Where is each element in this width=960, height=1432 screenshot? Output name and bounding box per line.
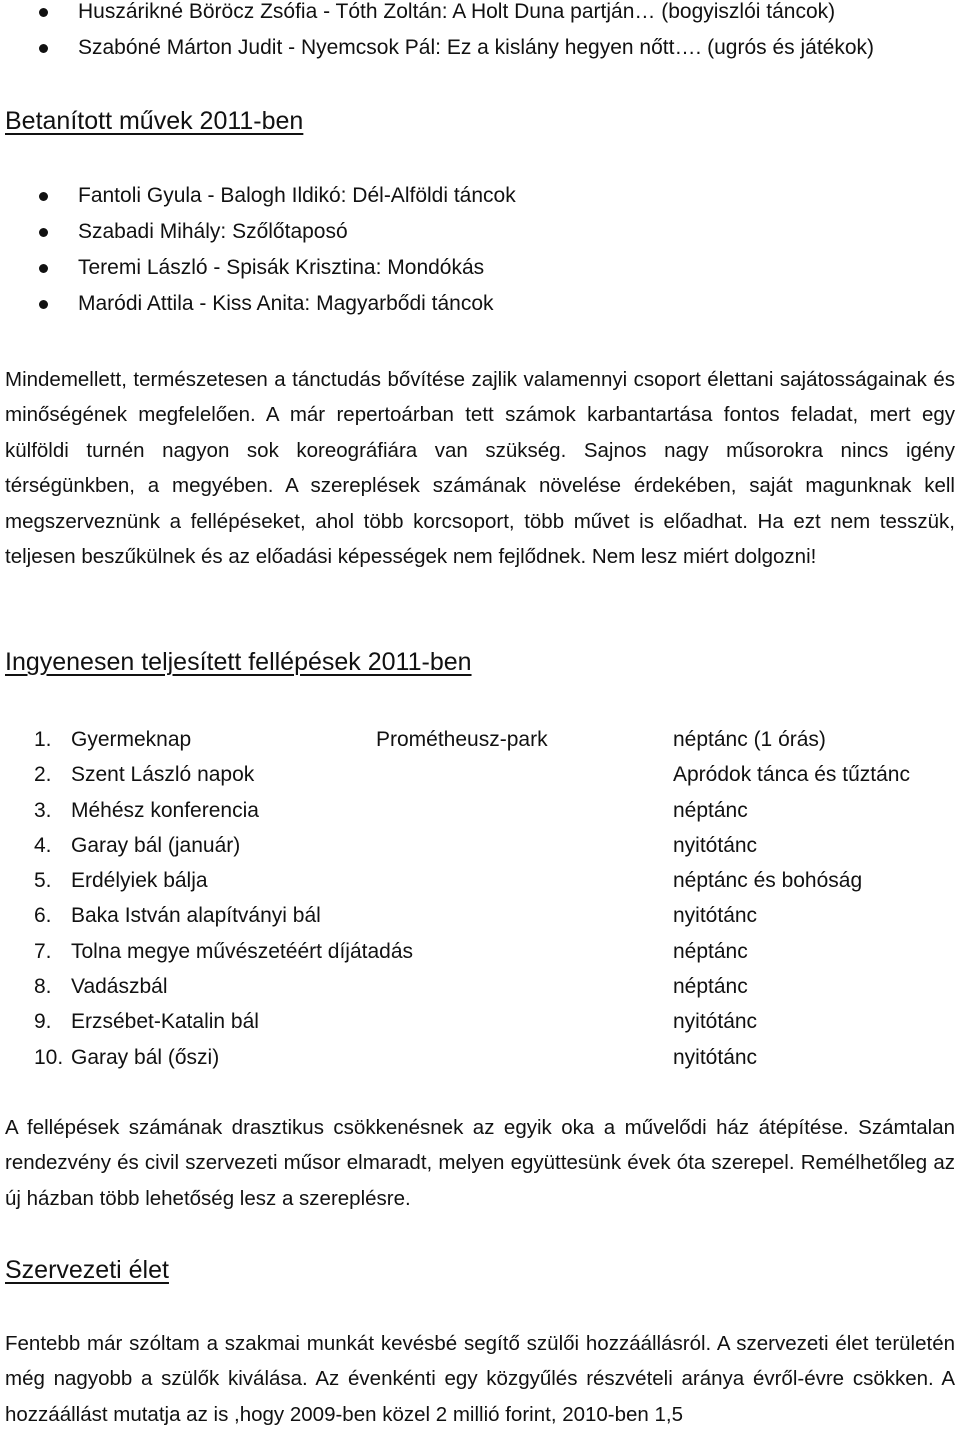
row-number: 8. [34,975,52,999]
paragraph-performance-decline: A fellépések számának drasztikus csökkenésnek az egyik oka a művelődi ház átépítése. Számtalan rendezvény és civil szervezeti műsor elmaradt, melyen együttesünk évek óta szerepel. Remélhetőleg az új házban több lehetőség lesz a szereplésre. [5,1116,955,1210]
table-row [34,722,958,757]
event-name: Tolna megye művészetéért díjátadás [71,939,414,963]
top-bullet-list [0,0,960,69]
row-number: 3. [34,798,52,822]
event-name: Baka István alapítványi bál [71,904,321,928]
event-name: Méhész konferencia [71,798,259,822]
row-number: 10. [34,1045,64,1069]
list-item: Teremi László - Spisák Krisztina: Mondókás [0,253,960,289]
event-name: Garay bál (őszi) [71,1045,220,1069]
list-item: Szabóné Márton Judit - Nyemcsok Pál: Ez a kislány hegyen nőtt…. (ugrós és játékok) [0,33,960,69]
event-type: néptánc [673,975,748,999]
event-name: Szent László napok [71,763,255,787]
row-number: 5. [34,869,52,893]
event-type: néptánc [673,939,748,963]
table-row [34,757,958,792]
list-item: Maródi Attila - Kiss Anita: Magyarbődi táncok [0,289,960,325]
list-item: Fantoli Gyula - Balogh Ildikó: Dél-Alföldi táncok [0,181,960,217]
row-number: 9. [34,1010,52,1034]
table-row [34,898,958,933]
event-type: nyitótánc [673,833,758,857]
event-name: Erzsébet-Katalin bál [71,1010,259,1034]
list-item: Huszárikné Böröcz Zsófia - Tóth Zoltán: A Holt Duna partján… (bogyiszlói táncok) [0,0,960,33]
table-row [34,934,958,969]
event-name: Gyermeknap [71,728,192,751]
event-name: Vadászbál [71,975,168,999]
table-row [34,969,958,1004]
event-type: nyitótánc [673,1045,758,1069]
table-row [34,863,958,898]
list-item: Szabadi Mihály: Szőlőtaposó [0,217,960,253]
event-type: néptánc és bohóság [673,869,863,893]
row-number: 1. [34,728,52,751]
event-place: Prométheusz-park [376,728,548,751]
event-name: Erdélyiek bálja [71,869,208,893]
event-type: néptánc [673,798,748,822]
event-type: néptánc (1 órás) [673,728,826,751]
event-name: Garay bál (január) [71,833,241,857]
event-type: nyitótánc [673,904,758,928]
performance-list [34,722,958,1075]
row-number: 6. [34,904,52,928]
section-heading-organization: Szervezeti élet [5,1256,169,1284]
table-row [34,1004,958,1039]
event-type: Apródok tánca és tűztánc [673,763,910,787]
row-number: 7. [34,939,52,963]
table-row [34,828,958,863]
taught-works-list [0,181,960,325]
paragraph-organization: Fentebb már szóltam a szakmai munkát kevésbé segítő szülői hozzáállásról. A szervezeti élet területén még nagyobb a szülők kiválása. Az évenkénti egy közgyűlés részvételi aránya évről-évre csökken. A hozzáállást mutatja az is ,hogy 2009-ben közel 2 millió forint, 2010-ben 1,5 [5,1332,955,1426]
event-type: nyitótánc [673,1010,758,1034]
row-number: 4. [34,833,52,857]
section-heading-taught: Betanított művek 2011-ben [5,107,304,135]
table-row [34,1040,958,1075]
section-heading-free-performances: Ingyenesen teljesített fellépések 2011-ben [5,648,472,676]
table-row [34,793,958,828]
paragraph-repertoire: Mindemellett, természetesen a tánctudás bővítése zajlik valamennyi csoport élettani sajátosságainak és minőségének megfelelően. A már repertoárban tett számok karbantartása fontos feladat, mert egy külföldi turnén nagyon sok koreográfiára van szükség. Sajnos nagy műsorokra nincs igény térségünkben, a megyében. A szereplések számának növelése érdekében, saját magunknak kell megszerveznünk a fellépéseket, ahol több korcsoport, több művet is előadhat. Ha ezt nem tesszük, teljesen beszűkülnek és az előadási képességek nem fejlődnek. Nem lesz miért dolgozni! [5,368,955,569]
row-number: 2. [34,763,52,787]
